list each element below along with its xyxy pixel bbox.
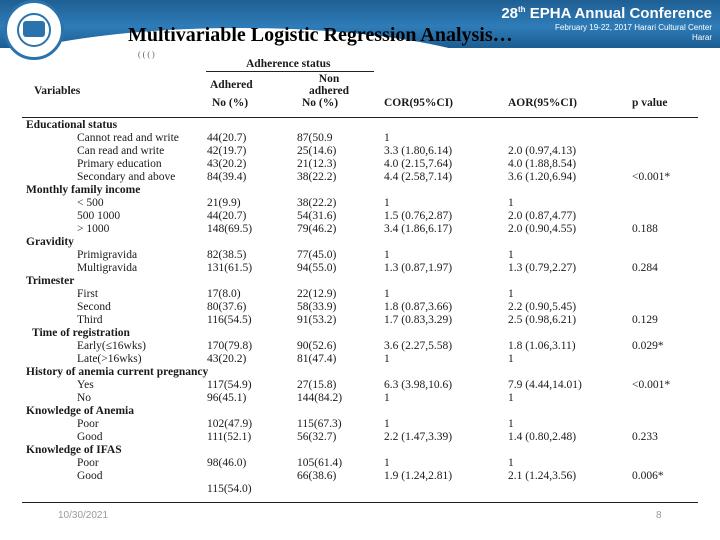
row-label: Yes <box>77 379 94 391</box>
row-label: Third <box>77 314 103 326</box>
group-header-rule <box>206 71 374 72</box>
cell-aor: 4.0 (1.88,8.54) <box>508 158 577 170</box>
row-label: Multigravida <box>77 262 138 274</box>
conference-suffix: th <box>518 5 526 14</box>
table-bottom-rule <box>22 502 698 503</box>
row-label: Early(≤16wks) <box>77 340 146 352</box>
cell-adhered: 44(20.7) <box>207 210 247 222</box>
cell-adhered: 170(79.8) <box>207 340 253 352</box>
header-bottom-rule <box>22 117 698 118</box>
cell-non-adhered: 58(33.9) <box>297 301 337 313</box>
cell-p-value: 0.029* <box>632 340 664 352</box>
cell-aor: 1 <box>508 353 514 365</box>
cell-aor: 2.5 (0.98,6.21) <box>508 314 577 326</box>
cell-aor: 1 <box>508 197 514 209</box>
cell-adhered: 44(20.7) <box>207 132 247 144</box>
cell-non-adhered: 77(45.0) <box>297 249 337 261</box>
category-label: History of anemia current pregnancy <box>26 366 209 378</box>
cell-non-adhered: 27(15.8) <box>297 379 337 391</box>
cell-adhered: 43(20.2) <box>207 353 247 365</box>
conference-name: EPHA Annual Conference <box>529 5 712 22</box>
cell-adhered: 116(54.5) <box>207 314 252 326</box>
row-label: Second <box>77 301 111 313</box>
cell-adhered: 115(54.0) <box>207 483 252 495</box>
cell-cor: 1 <box>384 392 390 404</box>
row-label: Poor <box>77 418 99 430</box>
category-label: Trimester <box>26 275 75 287</box>
cell-adhered: 111(52.1) <box>207 431 252 443</box>
cell-p-value: 0.284 <box>632 262 658 274</box>
slide-title: Multivariable Logistic Regression Analysis… <box>128 24 513 46</box>
cell-cor: 2.2 (1.47,3.39) <box>384 431 453 443</box>
cell-adhered: 131(61.5) <box>207 262 253 274</box>
row-label: Late(>16wks) <box>77 353 142 365</box>
cell-aor: 1.4 (0.80,2.48) <box>508 431 577 443</box>
cell-aor: 1 <box>508 457 514 469</box>
cell-adhered: 17(8.0) <box>207 288 241 300</box>
cell-aor: 1 <box>508 418 514 430</box>
cell-cor: 1 <box>384 197 390 209</box>
row-label: 500 1000 <box>77 210 121 222</box>
row-label: First <box>77 288 99 300</box>
row-label: > 1000 <box>77 223 110 235</box>
cell-cor: 1.5 (0.76,2.87) <box>384 210 453 222</box>
cell-non-adhered: 144(84.2) <box>297 392 343 404</box>
cell-cor: 3.4 (1.86,6.17) <box>384 223 453 235</box>
cell-adhered: 117(54.9) <box>207 379 252 391</box>
category-label: Educational status <box>26 119 118 131</box>
conference-dates: February 19-22, 2017 Harari Cultural Center <box>555 23 712 32</box>
cell-non-adhered: 105(61.4) <box>297 457 343 469</box>
cell-aor: 2.1 (1.24,3.56) <box>508 470 577 482</box>
cell-p-value: <0.001* <box>632 171 671 183</box>
col-adhered-sub: No (%) <box>212 97 249 109</box>
cell-non-adhered: 38(22.2) <box>297 171 337 183</box>
cell-adhered: 102(47.9) <box>207 418 253 430</box>
title-fragment: ( ( ( ) <box>138 50 155 59</box>
cell-aor: 1.3 (0.79,2.27) <box>508 262 577 274</box>
cell-adhered: 96(45.1) <box>207 392 247 404</box>
cell-cor: 1.8 (0.87,3.66) <box>384 301 453 313</box>
row-label: Good <box>77 431 103 443</box>
footer-page-number: 8 <box>656 510 662 521</box>
cell-cor: 1 <box>384 418 390 430</box>
cell-p-value: 0.233 <box>632 431 658 443</box>
cell-non-adhered: 66(38.6) <box>297 470 337 482</box>
conference-number: 28 <box>501 5 519 22</box>
cell-non-adhered: 56(32.7) <box>297 431 337 443</box>
category-label: Knowledge of Anemia <box>26 405 134 417</box>
cell-cor: 6.3 (3.98,10.6) <box>384 379 453 391</box>
category-label: Monthly family income <box>26 184 141 196</box>
cell-non-adhered: 22(12.9) <box>297 288 337 300</box>
cell-non-adhered: 81(47.4) <box>297 353 337 365</box>
cell-cor: 3.3 (1.80,6.14) <box>384 145 453 157</box>
cell-cor: 4.4 (2.58,7.14) <box>384 171 453 183</box>
cell-aor: 2.2 (0.90,5.45) <box>508 301 577 313</box>
cell-aor: 1 <box>508 288 514 300</box>
row-label: Primary education <box>77 158 162 170</box>
cell-adhered: 148(69.5) <box>207 223 253 235</box>
col-aor: AOR(95%CI) <box>508 97 577 109</box>
cell-non-adhered: 87(50.9 <box>297 132 333 144</box>
cell-adhered: 84(39.4) <box>207 171 247 183</box>
row-label: Cannot read and write <box>77 132 179 144</box>
cell-p-value: 0.006* <box>632 470 664 482</box>
col-non-adhered: Non adhered <box>308 73 350 97</box>
cell-cor: 4.0 (2.15,7.64) <box>384 158 453 170</box>
cell-p-value: 0.129 <box>632 314 658 326</box>
cell-aor: 7.9 (4.44,14.01) <box>508 379 582 391</box>
category-label: Knowledge of IFAS <box>26 444 122 456</box>
row-label: Primigravida <box>77 249 138 261</box>
cell-cor: 1.9 (1.24,2.81) <box>384 470 453 482</box>
cell-cor: 1 <box>384 353 390 365</box>
cell-cor: 1 <box>384 288 390 300</box>
cell-adhered: 43(20.2) <box>207 158 247 170</box>
cell-p-value: 0.188 <box>632 223 658 235</box>
cell-aor: 1 <box>508 249 514 261</box>
cell-p-value: <0.001* <box>632 379 671 391</box>
cell-cor: 1 <box>384 249 390 261</box>
cell-non-adhered: 38(22.2) <box>297 197 337 209</box>
footer-date: 10/30/2021 <box>58 510 109 521</box>
cell-aor: 1.8 (1.06,3.11) <box>508 340 576 352</box>
col-cor: COR(95%CI) <box>384 97 453 109</box>
cell-non-adhered: 25(14.6) <box>297 145 337 157</box>
col-adhered: Adhered <box>210 79 253 91</box>
row-label: Poor <box>77 457 99 469</box>
row-label: Good <box>77 470 103 482</box>
cell-adhered: 98(46.0) <box>207 457 247 469</box>
cell-cor: 1.7 (0.83,3.29) <box>384 314 453 326</box>
cell-non-adhered: 115(67.3) <box>297 418 342 430</box>
cell-non-adhered: 94(55.0) <box>297 262 337 274</box>
col-p-value: p value <box>632 97 668 109</box>
cell-cor: 1 <box>384 457 390 469</box>
row-label: No <box>77 392 92 404</box>
conference-location: Harar <box>691 33 712 42</box>
cell-non-adhered: 90(52.6) <box>297 340 337 352</box>
cell-adhered: 82(38.5) <box>207 249 247 261</box>
cell-non-adhered: 21(12.3) <box>297 158 337 170</box>
row-label: < 500 <box>77 197 104 209</box>
category-label: Gravidity <box>26 236 74 248</box>
cell-adhered: 21(9.9) <box>207 197 241 209</box>
adherence-status-header: Adherence status <box>246 58 331 70</box>
cell-aor: 3.6 (1.20,6.94) <box>508 171 577 183</box>
row-label: Can read and write <box>77 145 165 157</box>
cell-cor: 1.3 (0.87,1.97) <box>384 262 453 274</box>
row-label: Secondary and above <box>77 171 176 183</box>
cell-aor: 2.0 (0.90,4.55) <box>508 223 577 235</box>
cell-aor: 1 <box>508 392 514 404</box>
category-label: Time of registration <box>32 327 130 339</box>
cell-non-adhered: 54(31.6) <box>297 210 337 222</box>
cell-adhered: 42(19.7) <box>207 145 247 157</box>
cell-non-adhered: 79(46.2) <box>297 223 337 235</box>
cell-adhered: 80(37.6) <box>207 301 247 313</box>
cell-cor: 1 <box>384 132 390 144</box>
col-non-adhered-sub: No (%) <box>302 97 339 109</box>
cell-aor: 2.0 (0.87,4.77) <box>508 210 577 222</box>
cell-aor: 2.0 (0.97,4.13) <box>508 145 577 157</box>
col-variables: Variables <box>34 85 81 97</box>
cell-cor: 3.6 (2.27,5.58) <box>384 340 453 352</box>
cell-non-adhered: 91(53.2) <box>297 314 337 326</box>
